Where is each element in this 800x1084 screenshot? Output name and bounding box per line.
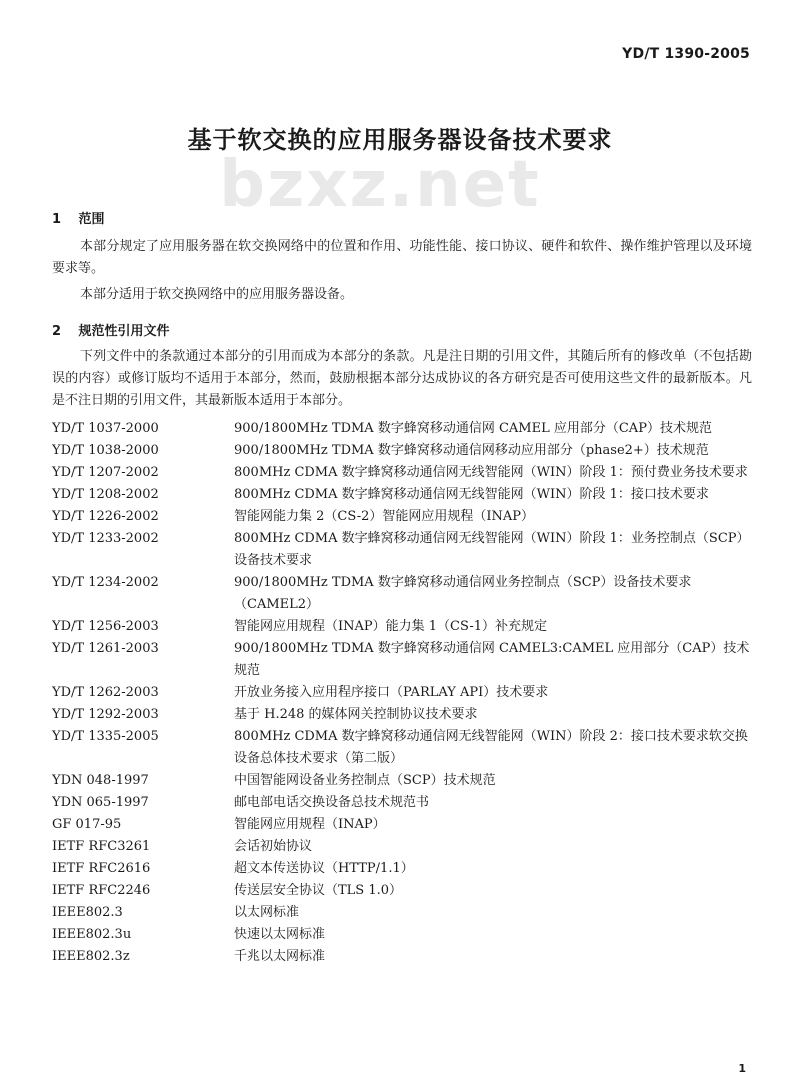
- reference-item: [52, 418, 752, 440]
- reference-item: [52, 440, 752, 462]
- reference-title: 基于 H.248 的媒体网关控制协议技术要求: [234, 707, 478, 722]
- reference-code: IETF RFC2616: [52, 861, 151, 876]
- reference-code: YD/T 1261-2003: [52, 641, 159, 656]
- reference-code: YD/T 1256-2003: [52, 619, 159, 634]
- reference-item: [52, 638, 752, 682]
- section-number: 1: [52, 212, 62, 227]
- reference-title: 快速以太网标准: [234, 927, 326, 942]
- reference-title: 800MHz CDMA 数字蜂窝移动通信网无线智能网（WIN）阶段 2：接口技术要求软交换设备总体技术要求（第二版）: [234, 729, 748, 766]
- reference-code: IEEE802.3: [52, 905, 123, 920]
- reference-title: 中国智能网设备业务控制点（SCP）技术规范: [234, 773, 496, 788]
- reference-title: 智能网应用规程（INAP）能力集 1（CS-1）补充规定: [234, 619, 548, 634]
- reference-item: [52, 792, 752, 814]
- reference-code: YD/T 1207-2002: [52, 465, 159, 480]
- reference-item: [52, 858, 752, 880]
- section-1-paragraph-1: 本部分规定了应用服务器在软交换网络中的位置和作用、功能性能、接口协议、硬件和软件、操作维护管理以及环境要求等。: [52, 239, 752, 276]
- reference-title: 千兆以太网标准: [234, 949, 326, 964]
- reference-title: 开放业务接入应用程序接口（PARLAY API）技术要求: [234, 685, 549, 700]
- reference-item: [52, 770, 752, 792]
- section-2-paragraph-1: 下列文件中的条款通过本部分的引用而成为本部分的条款。凡是注日期的引用文件，其随后所有的修改单（不包括勘误的内容）或修订版均不适用于本部分，然而，鼓励根据本部分达成协议的各方研究是否可使用这些文件的最新版本。凡是不注日期的引用文件，其最新版本适用于本部分。: [52, 349, 752, 408]
- reference-code: IEEE802.3z: [52, 949, 130, 964]
- reference-code: YDN 048-1997: [52, 773, 149, 788]
- reference-code: YD/T 1233-2002: [52, 531, 159, 546]
- reference-item: [52, 902, 752, 924]
- reference-title: 会话初始协议: [234, 839, 313, 854]
- reference-item: [52, 704, 752, 726]
- reference-code: IETF RFC2246: [52, 883, 151, 898]
- reference-item: [52, 836, 752, 858]
- reference-code: YD/T 1262-2003: [52, 685, 159, 700]
- reference-code: YD/T 1037-2000: [52, 421, 159, 436]
- reference-title: 800MHz CDMA 数字蜂窝移动通信网无线智能网（WIN）阶段 1：接口技术要求: [234, 487, 709, 502]
- reference-item: [52, 880, 752, 902]
- reference-item: [52, 682, 752, 704]
- reference-code: YD/T 1292-2003: [52, 707, 159, 722]
- reference-title: 邮电部电话交换设备总技术规范书: [234, 795, 430, 810]
- section-title: 范围: [78, 212, 105, 227]
- reference-code: YDN 065-1997: [52, 795, 149, 810]
- reference-title: 智能网能力集 2（CS-2）智能网应用规程（INAP）: [234, 509, 535, 524]
- reference-item: [52, 726, 752, 770]
- reference-item: [52, 814, 752, 836]
- reference-code: YD/T 1226-2002: [52, 509, 159, 524]
- reference-item: [52, 572, 752, 616]
- reference-code: YD/T 1335-2005: [52, 729, 159, 744]
- reference-title: 900/1800MHz TDMA 数字蜂窝移动通信网 CAMEL3:CAMEL 应用部分（CAP）技术规范: [234, 641, 750, 678]
- section-2-heading: [52, 320, 170, 339]
- reference-item: [52, 506, 752, 528]
- watermark: bzxz.net: [219, 148, 541, 222]
- reference-title: 900/1800MHz TDMA 数字蜂窝移动通信网业务控制点（SCP）设备技术要求（CAMEL2）: [234, 575, 692, 612]
- reference-item: [52, 528, 752, 572]
- reference-code: IETF RFC3261: [52, 839, 151, 854]
- section-title: 规范性引用文件: [78, 324, 170, 339]
- reference-title: 智能网应用规程（INAP）: [234, 817, 386, 832]
- reference-title: 传送层安全协议（TLS 1.0）: [234, 883, 403, 898]
- reference-item: [52, 946, 752, 968]
- reference-item: [52, 484, 752, 506]
- reference-title: 800MHz CDMA 数字蜂窝移动通信网无线智能网（WIN）阶段 1：业务控制点（SCP）设备技术要求: [234, 531, 750, 568]
- page-number: 1: [738, 1062, 746, 1075]
- section-1-heading: [52, 208, 105, 227]
- reference-title: 900/1800MHz TDMA 数字蜂窝移动通信网 CAMEL 应用部分（CAP）技术规范: [234, 421, 712, 436]
- standard-code: YD/T 1390-2005: [622, 46, 750, 62]
- reference-item: [52, 616, 752, 638]
- reference-code: YD/T 1234-2002: [52, 575, 159, 590]
- reference-code: YD/T 1038-2000: [52, 443, 159, 458]
- reference-title: 800MHz CDMA 数字蜂窝移动通信网无线智能网（WIN）阶段 1：预付费业务技术要求: [234, 465, 748, 480]
- reference-list: [52, 418, 752, 968]
- reference-code: IEEE802.3u: [52, 927, 132, 942]
- reference-code: GF 017-95: [52, 817, 122, 832]
- reference-code: YD/T 1208-2002: [52, 487, 159, 502]
- reference-title: 以太网标准: [234, 905, 300, 920]
- reference-item: [52, 462, 752, 484]
- section-number: 2: [52, 324, 62, 339]
- reference-title: 900/1800MHz TDMA 数字蜂窝移动通信网移动应用部分（phase2+）技术规范: [234, 443, 709, 458]
- reference-title: 超文本传送协议（HTTP/1.1）: [234, 861, 414, 876]
- page-title: 基于软交换的应用服务器设备技术要求: [187, 126, 613, 154]
- section-1-paragraph-2: 本部分适用于软交换网络中的应用服务器设备。: [80, 287, 354, 302]
- reference-item: [52, 924, 752, 946]
